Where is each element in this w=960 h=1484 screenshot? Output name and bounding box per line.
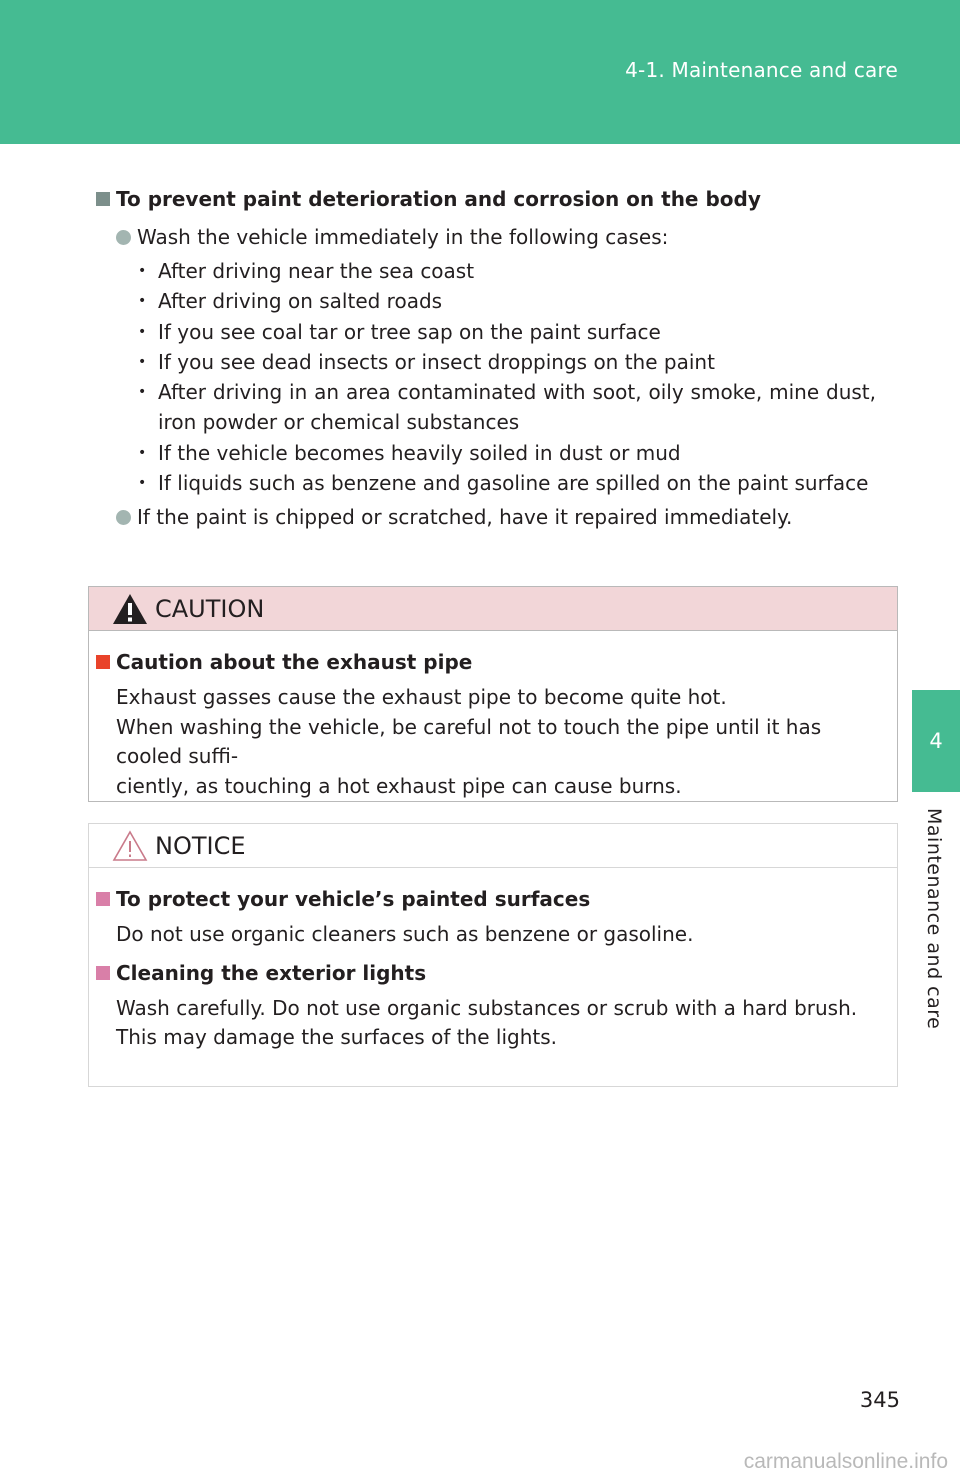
warning-outline-icon [111, 829, 149, 863]
notice-text: Do not use organic cleaners such as benzene or gasoline. [116, 922, 694, 946]
sub-list-item: • If the vehicle becomes heavily soiled in dust or mud [138, 438, 876, 468]
notice-body [89, 868, 897, 1053]
section-title: 4-1. Maintenance and care [625, 58, 898, 82]
circle-bullet-icon [116, 230, 131, 245]
square-bullet-icon [96, 966, 110, 980]
list-item: If the paint is chipped or scratched, have it repaired immediately. [116, 502, 896, 532]
notice-text: Wash carefully. Do not use organic substances or scrub with a hard brush. This may damage the surfaces of the lights. [116, 995, 858, 1049]
sub-list-item: • If you see dead insects or insect droppings on the paint [138, 347, 876, 377]
sub-list-item: • After driving in an area contaminated with soot, oily smoke, mine dust, iron powder or chemical substances [138, 377, 876, 438]
notice-title: NOTICE [155, 831, 246, 860]
square-bullet-icon [96, 655, 110, 669]
notice-header [89, 824, 897, 868]
chapter-number: 4 [929, 729, 943, 753]
sub-list [138, 256, 876, 498]
caution-text: Exhaust gasses cause the exhaust pipe to become quite hot. When washing the vehicle, be careful not to touch the pipe until it has cooled suffi- ciently, as touching a hot exhaust pipe can cause burns. [116, 685, 822, 798]
watermark: carmanualsonline.info [743, 1450, 948, 1473]
page-number: 345 [859, 1388, 900, 1412]
caution-body [89, 631, 897, 801]
circle-bullet-icon [116, 510, 131, 525]
notice-box [88, 823, 898, 1087]
square-bullet-icon [96, 892, 110, 906]
caution-box [88, 586, 898, 802]
section-heading: To prevent paint deterioration and corrosion on the body [96, 184, 896, 214]
notice-heading: Cleaning the exterior lights [96, 958, 887, 988]
caution-header [89, 587, 897, 631]
sub-list-item: • If you see coal tar or tree sap on the paint surface [138, 317, 876, 347]
square-bullet-icon [96, 192, 110, 206]
caution-title: CAUTION [155, 594, 265, 623]
chapter-tab[interactable] [912, 690, 960, 792]
list-item: Wash the vehicle immediately in the following cases: [116, 222, 896, 252]
warning-triangle-icon [111, 592, 149, 626]
sub-list-item: • After driving on salted roads [138, 286, 876, 316]
sub-list-item: • After driving near the sea coast [138, 256, 876, 286]
caution-heading: Caution about the exhaust pipe [96, 647, 887, 677]
page-header [0, 0, 960, 144]
sub-list-item: • If liquids such as benzene and gasoline are spilled on the paint surface [138, 468, 876, 498]
chapter-label: Maintenance and care [923, 808, 945, 1030]
main-content [96, 184, 896, 536]
notice-heading: To protect your vehicle’s painted surfaces [96, 884, 887, 914]
